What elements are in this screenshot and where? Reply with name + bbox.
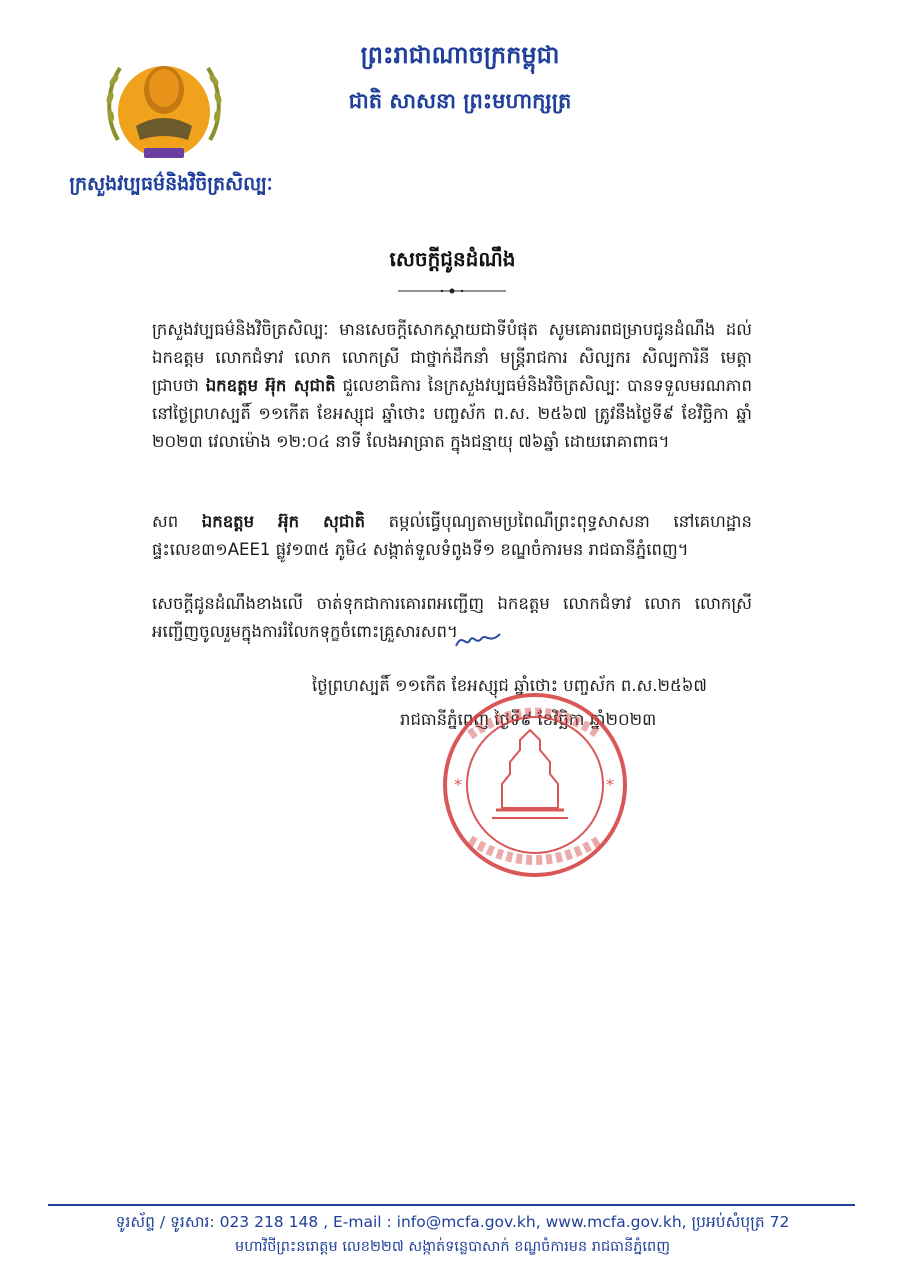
date-lunar: ថ្ងៃព្រហស្បតិ៍ ១១កេីត ខែអស្សុជ ឆ្នាំថោះ បញ្ចស័ក ព.ស.២៥៦៧ [312,676,707,695]
paragraph-text: ជួលេខាធិការ នៃក្រសួងវប្បធម៌និងវិចិត្រសិល្បៈ បានទទួលមរណភាព នៅថ្ងៃព្រហស្បតិ៍ ១១កេីត ខែអស្សុជ ឆ្នាំថោះ បញ្ចស័ក ព.ស. ២៥៦៧ ត្រូវនឹងថ្ងៃទី៩ ខែវិច្ឆិកា ឆ្នាំ ២០២៣ វេលាម៉ោង ១២:០៤ នាទី លែងអាធ្រាត ក្នុងជន្មាយុ ៧៦ឆ្នាំ ដោយរោគាពាធ។ [152,376,752,451]
kingdom-title: ព្រះរាជាណាចក្រកម្ពុជា [360,40,560,69]
document-title: សេចក្តីជូនដំណឹង [389,247,516,271]
deceased-name: ឯកឧត្តម អ៊ុក សុជាតិ [205,376,336,395]
date-solar: រាជធានីភ្នំពេញ ថ្ងៃទី៩ ខែវិច្ឆិកា ឆ្នាំ២០២៣ [400,710,657,729]
title-ornament-icon [396,286,508,296]
deceased-name: ឯកឧត្តម អ៊ុក សុជាតិ [201,512,366,531]
paragraph-text: ក្រសួងវប្បធម៌និងវិចិត្រសិល្បៈ មានសេចក្តីសោកស្តាយជាទីបំផុត សូមគោរពជម្រាបជូនដំណឹង ដល់ ឯកឧត្តម លោកជំទាវ លោក លោកស្រី ជាថ្នាក់ដឹកនាំ មន្ត្រីរាជការ សិល្បករ សិល្បការិនី មេត្តាជ្រាបថា [152,320,752,395]
paragraph-announcement [152,316,752,456]
paragraph-text: តម្កល់ធ្វើបុណ្យតាមប្រពៃណីព្រះពុទ្ធសាសនា នៅគេហដ្ឋាន ផ្ទះលេខ៣១AEE1 ផ្លូវ១៣៥ ភូមិ៤ សង្កាត់ទួលទំពូងទី១ ខណ្ឌចំការមន រាជធានីភ្នំពេញ។ [152,512,752,559]
ministry-emblem-icon [100,40,228,168]
ministry-name: ក្រសួងវប្បធម៌និងវិចិត្រសិល្បៈ [69,173,273,195]
svg-text:*: * [606,775,614,794]
kingdom-motto: ជាតិ សាសនា ព្រះមហាក្សត្រ [348,88,572,113]
footer-contact: ទូរស័ព្ទ / ទូរសារ: 023 218 148 , E-mail : info@mcfa.gov.kh, www.mcfa.gov.kh, ប្រអប់សំបុត្រ 72 [115,1213,790,1231]
official-seal-icon [440,690,630,880]
footer-divider [48,1204,855,1206]
svg-text:*: * [454,775,462,794]
paragraph-text: សេចក្តីជូនដំណឹងខាងលើ ចាត់ទុកជាការគោរពអញ្ជើញ ឯកឧត្តម លោកជំទាវ លោក លោកស្រី អញ្ជើញចូលរួមក្នុងការរំលែកទុក្ខចំពោះគ្រួសារសព។ [152,594,752,641]
paragraph-funeral-location [152,508,752,564]
handwritten-initials-icon [452,628,504,652]
footer-address: មហាវិថីព្រះនរោត្តម លេខ២២៧ សង្កាត់ទន្លេបាសាក់ ខណ្ឌចំការមន រាជធានីភ្នំពេញ [234,1239,671,1255]
paragraph-text: សព [152,512,202,531]
